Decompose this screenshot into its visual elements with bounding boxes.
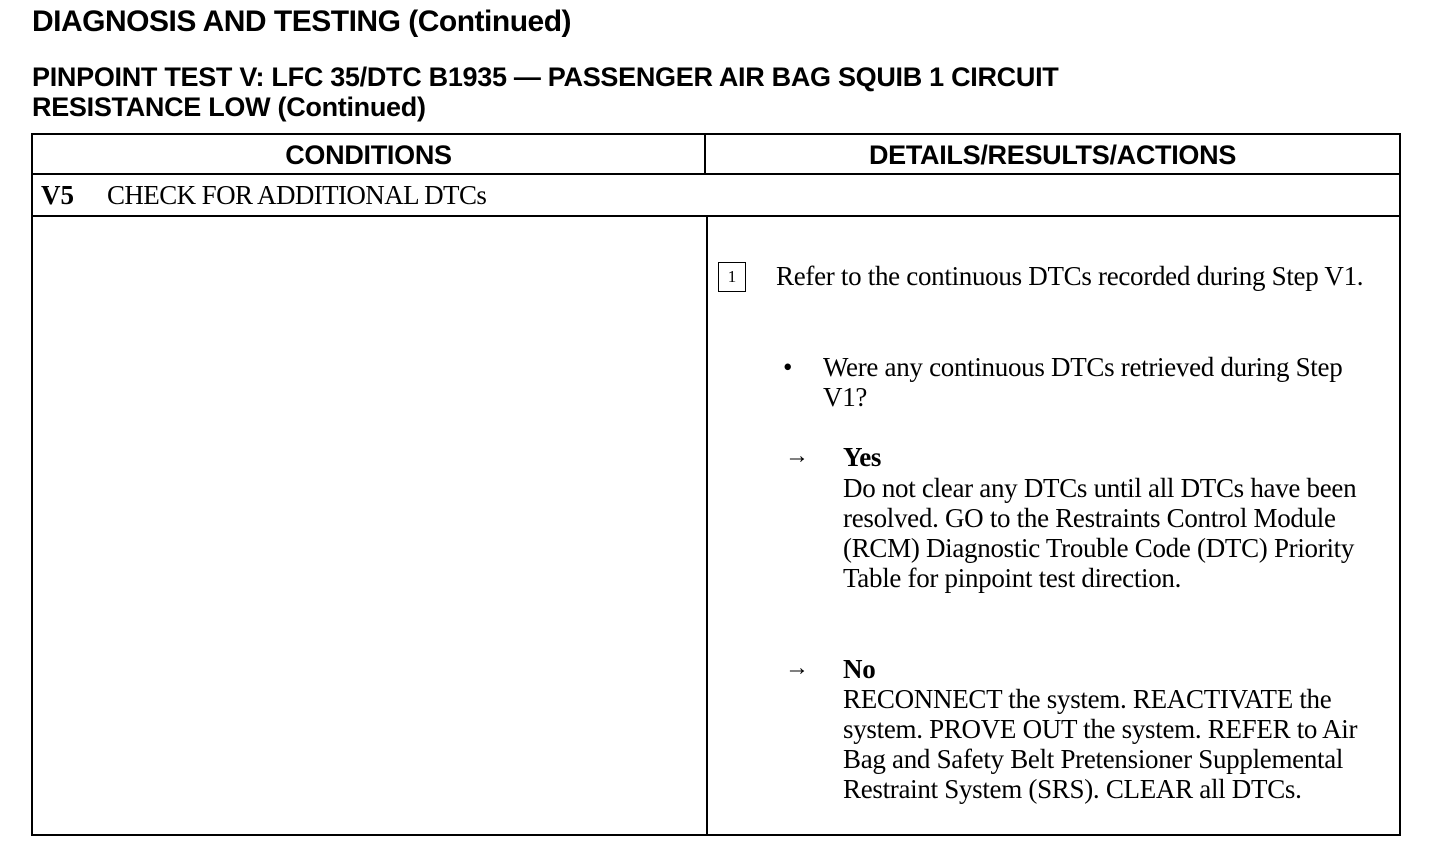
- step-id: V5: [41, 180, 74, 210]
- yes-action-text: Do not clear any DTCs until all DTCs have been resolved. GO to the Restraints Control Module (RCM) Diagnostic Trouble Code (DTC) Priority Table for pinpoint test direction.: [843, 473, 1357, 593]
- details-column-header: DETAILS/RESULTS/ACTIONS: [868, 140, 1237, 170]
- step-row: [33, 175, 1399, 217]
- page-title: DIAGNOSIS AND TESTING (Continued): [32, 5, 572, 38]
- step-question: Were any continuous DTCs retrieved during Step V1?: [823, 352, 1343, 412]
- arrow-right-icon: →: [785, 443, 809, 469]
- column-divider: [706, 217, 708, 836]
- pinpoint-test-table: [31, 133, 1401, 836]
- step-title: CHECK FOR ADDITIONAL DTCs: [107, 180, 487, 210]
- pinpoint-test-title-line2: RESISTANCE LOW (Continued): [32, 92, 426, 122]
- no-action-text: RECONNECT the system. REACTIVATE the system. PROVE OUT the system. REFER to Air Bag and Safety Belt Pretensioner Supplemental Restraint System (SRS). CLEAR all DTCs.: [843, 684, 1358, 804]
- table-header-row: [33, 135, 1399, 175]
- arrow-right-icon: →: [785, 655, 809, 681]
- pinpoint-test-title: [32, 62, 1058, 122]
- pinpoint-test-title-line1: PINPOINT TEST V: LFC 35/DTC B1935 — PASSENGER AIR BAG SQUIB 1 CIRCUIT: [32, 62, 1059, 92]
- yes-label: Yes: [843, 442, 882, 472]
- conditions-column-header: CONDITIONS: [33, 135, 706, 173]
- step-number-box: 1: [718, 262, 746, 292]
- step-instruction: Refer to the continuous DTCs recorded during Step V1.: [776, 261, 1364, 291]
- bullet-icon: •: [783, 352, 793, 382]
- no-label: No: [843, 654, 876, 684]
